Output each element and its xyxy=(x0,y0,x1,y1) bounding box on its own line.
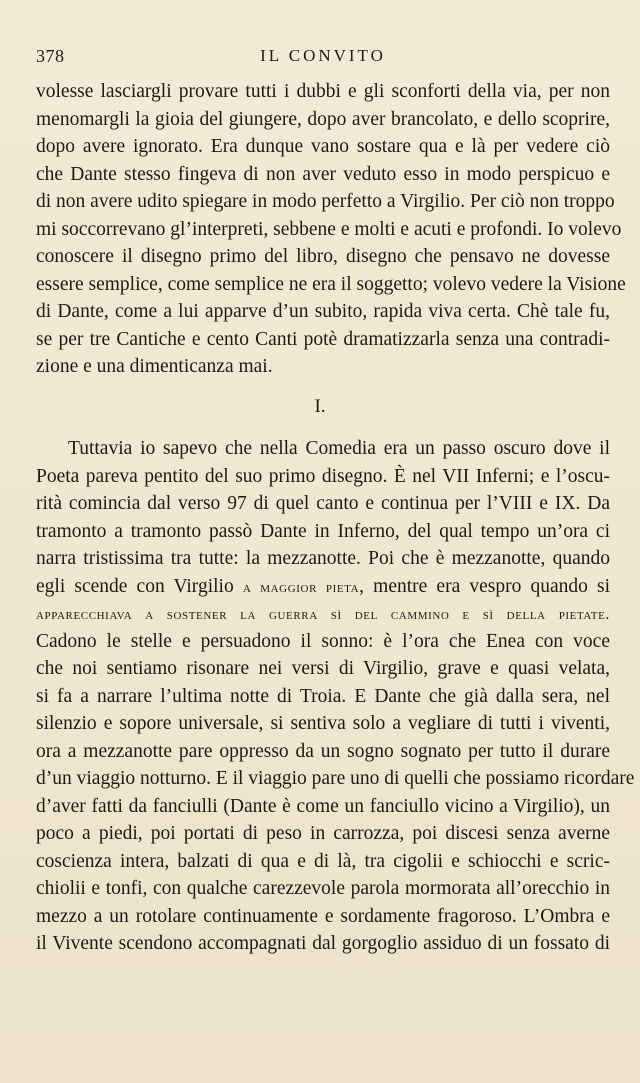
small-caps-quote: a maggior pieta xyxy=(242,578,360,596)
text-run: , mentre era vespro quando si xyxy=(359,575,611,597)
text-line: poco a piedi, poi portati di peso in carrozza, poi discesi senza averne xyxy=(36,823,610,844)
text-line: mi soccorrevano gl’interpreti, sebbene e molti e acuti e profondi. Io volevo xyxy=(36,218,622,240)
text-run: egli scende con Virgilio xyxy=(36,575,234,597)
text-line: di non avere udito spiegare in modo perfetto a Virgilio. Per ciò non troppo xyxy=(36,191,615,212)
paragraph-continued xyxy=(36,78,626,381)
text-line: d’un viaggio notturno. E il viaggio pare uno di quelli che possiamo ricordare xyxy=(36,768,635,789)
text-line: se per tre Cantiche e cento Canti potè dramatizzarla senza una contradi- xyxy=(36,328,610,350)
text-line: Poeta pareva pentito del suo primo disegno. È nel VII Inferni; e l’oscu- xyxy=(36,465,610,487)
text-line: silenzio e sopore universale, si sentiva solo a vegliare di tutti i viventi, xyxy=(36,713,610,734)
text-line: conoscere il disegno primo del libro, disegno che pensavo ne dovesse xyxy=(36,246,610,267)
text-line-with-quote xyxy=(36,600,610,628)
running-title: IL CONVITO xyxy=(260,46,386,65)
text-line: essere semplice, come semplice ne era il soggetto; volevo vedere la Visione xyxy=(36,273,626,295)
text-line: Tuttavia io sapevo che nella Comedia era un passo oscuro dove il xyxy=(68,438,610,459)
text-line-with-quote xyxy=(36,573,610,601)
text-line: coscienza intera, balzati di qua e di là, tra cigolii e schiocchi e scric- xyxy=(36,850,610,872)
text-line: chiolii e tonfi, con qualche carezzevole parola mormorata all’orecchio in xyxy=(36,878,610,899)
text-line: narra tristissima tra tutte: la mezzanotte. Poi che è mezzanotte, quando xyxy=(36,548,610,569)
text-line: tramonto a tramonto passò Dante in Inferno, del qual tempo un’ora ci xyxy=(36,520,610,542)
text-line: volesse lasciargli provare tutti i dubbi e gli sconforti della via, per non xyxy=(36,81,610,102)
text-line: rità comincia dal verso 97 di quel canto e continua per l’VIII e IX. Da xyxy=(36,493,610,514)
text-line: dopo avere ignorato. Era dunque vano sostare qua e là per vedere ciò xyxy=(36,136,610,157)
small-caps-quote: apparecchiava a sostener la guerra sì del cammino e sì della pietate. xyxy=(36,606,610,623)
page-number: 378 xyxy=(36,46,65,66)
text-line: menomargli la gioia del giungere, dopo aver brancolato, e dello scoprire, xyxy=(36,108,610,130)
text-line: ora a mezzanotte pare oppresso da un sogno sognato per tutto il durare xyxy=(36,740,610,762)
text-line: mezzo a un rotolare continuamente e sordamente fragoroso. L’Ombra e xyxy=(36,905,610,927)
text-line: che Dante stesso fingeva di non aver veduto esso in modo perspicuo e xyxy=(36,163,610,185)
text-line: zione e una dimenticanza mai. xyxy=(36,356,273,377)
text-line: d’aver fatti da fanciulli (Dante è come un fanciullo vicino a Virgilio), un xyxy=(36,795,610,817)
page-header xyxy=(36,44,610,70)
text-line: che noi sentiamo risonare nei versi di Virgilio, grave e quasi velata, xyxy=(36,658,610,679)
text-line: di Dante, come a lui apparve d’un subito, rapida viva certa. Chè tale fu, xyxy=(36,301,610,322)
paragraph-section-one xyxy=(36,435,635,958)
section-heading: I. xyxy=(314,396,326,417)
text-line: il Vivente scendono accompagnati dal gorgoglio assiduo di un fossato di xyxy=(36,933,610,954)
text-line: si fa a narrare l’ultima notte di Troia. E Dante che già dalla sera, nel xyxy=(36,685,610,707)
text-line: Cadono le stelle e persuadono il sonno: è l’ora che Enea con voce xyxy=(36,630,610,652)
